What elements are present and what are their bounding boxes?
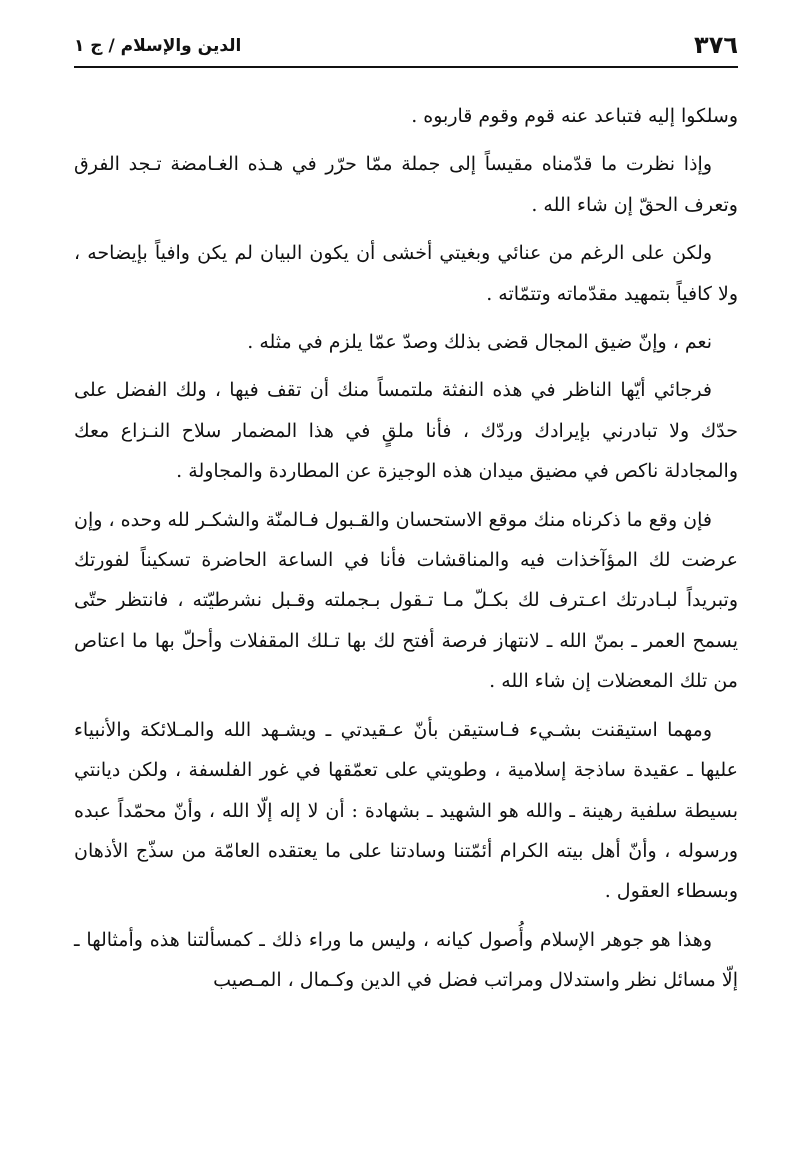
paragraph-6: فإن وقع ما ذكرناه منك موقع الاستحسان والقـبول فـالمنّة والشكـر لله وحده ، وإن عرضت لك المؤآخذات فيه والمناقشات فأنا في الساعة الحاضرة تسكيناً لفورتك وتبريداً لبـادرتك اعـترف لك بكـلّ مـا تـقول بـجملته وقـبل نشرطيّته ، فانتظر حتّى يسمح العمر ـ بمنّ الله ـ لانتهاز فرصة أفتح لك بها تـلك المقفلات وأحلّ بها ما اعتاص من تلك المعضلات إن شاء الله . bbox=[74, 508, 738, 693]
paragraph-1: وسلكوا إليه فتباعد عنه قوم وقوم قاربوه . bbox=[411, 105, 738, 127]
header-divider bbox=[74, 66, 738, 68]
paragraph-3: ولكن على الرغم من عنائي وبغيتي أخشى أن يكون البيان لم يكن وافياً بإيضاحه ، ولا كافياً بتمهيد مقدّماته وتتمّاته . bbox=[74, 242, 738, 305]
paragraph-4: نعم ، وإنّ ضيق المجال قضى بذلك وصدّ عمّا يلزم في مثله . bbox=[247, 331, 712, 354]
running-header bbox=[74, 28, 738, 68]
paragraph-7: ومهما استيقنت بشـيء فـاستيقن بأنّ عـقيدتي ـ ويشـهد الله والمـلائكة والأنبياء عليها ـ عقيدة ساذجة إسلامية ، وطويتي على تعمّقها في غور الفلسفة ، ولكن ديانتي بسيطة سلفية رهينة ـ والله هو الشهيد ـ بشهادة : أن لا إله إلّا الله ، وأنّ محمّداً عبده ورسوله ، وأنّ أهل بيته الكرام أئمّتنا وسادتنا على ما يعتقده العامّة من سذّج الأذهان وبسطاء العقول . bbox=[74, 718, 738, 903]
paragraph-2: وإذا نظرت ما قدّمناه مقيساً إلى جملة ممّا حرّر في هـذه الغـامضة تـجد الفرق وتعرف الحقّ إن شاء الله . bbox=[74, 153, 738, 216]
page-number: ٣٧٦ bbox=[694, 31, 738, 59]
paragraph-8: وهذا هو جوهر الإسلام وأُصول كيانه ، وليس ما وراء ذلك ـ كمسألتنا هذه وأمثالها ـ إلّا مسائل نظر واستدلال ومراتب فضل في الدين وكـمال ، المـصيب bbox=[74, 928, 738, 992]
paragraph-5: فرجائي أيّها الناظر في هذه النفثة ملتمساً منك أن تقف فيها ، ولك الفضل على حدّك ولا تبادرني بإيرادك وردّك ، فأنا ملقٍ في هذا المضمار سلاح النـزاع معك والمجادلة ناكص في مضيق ميدان هذه الوجيزة عن المطاردة والمجاولة . bbox=[74, 379, 738, 483]
body-text bbox=[74, 96, 738, 1009]
book-title: الدين والإسلام / ج ١ bbox=[74, 36, 242, 56]
